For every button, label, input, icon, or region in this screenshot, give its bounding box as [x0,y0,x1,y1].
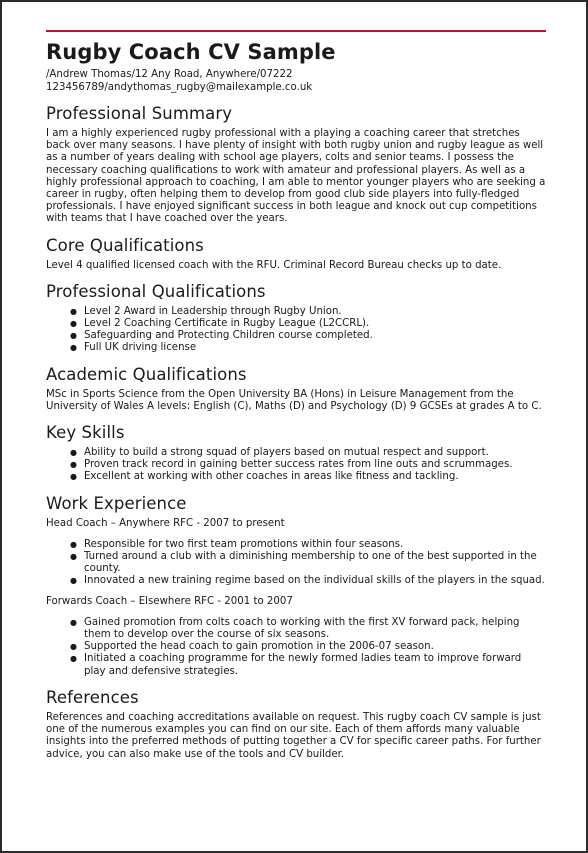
list-item: ● Level 2 Coaching Certificate in Rugby League (L2CCRL). [84,318,546,330]
section-heading-skills: Key Skills [46,423,125,443]
contact-details [46,69,546,94]
core-text: Level 4 qualified licensed coach with the RFU. Criminal Record Bureau checks up to date. [46,259,502,271]
job-duties-list [46,617,546,678]
list-item: ● Gained promotion from colts coach to working with the first XV forward pack, helping them to develop over the course of six seasons. [84,617,546,641]
list-item: ● Level 2 Award in Leadership through Rugby Union. [84,306,546,318]
academic-text: MSc in Sports Science from the Open University BA (Hons) in Leisure Management from the University of Wales A levels: English (C), Maths (D) and Psychology (D) 9 GCSEs at grades A to C. [46,388,542,412]
job-title: Forwards Coach – Elsewhere RFC - 2001 to 2007 [46,595,293,607]
list-item: ● Full UK driving license [84,342,546,354]
cv-content [46,40,546,761]
header-rule [46,30,546,32]
list-item: ● Turned around a club with a diminishing membership to one of the best supported in the county. [84,551,546,575]
references-text: References and coaching accreditations available on request. This rugby coach CV sample is just one of the numerous examples you can find on our site. Each of them affords many valuable insights into the preferred methods of putting together a CV for specific career paths. For further advice, you can also make use of the tools and CV builder. [46,711,541,760]
professional-list [46,306,546,355]
list-item: ● Innovated a new training regime based on the individual skills of the players in the squad. [84,575,546,587]
section-heading-references: References [46,687,139,707]
job-duties-list [46,539,546,588]
section-heading-work: Work Experience [46,493,187,513]
list-item: ● Initiated a coaching programme for the newly formed ladies team to improve forward play and defensive strategies. [84,653,546,677]
skills-list [46,447,546,484]
job-entry [46,518,546,588]
section-heading-summary: Professional Summary [46,104,233,123]
list-item: ● Ability to build a strong squad of players based on mutual respect and support. [84,447,546,459]
list-item: ● Proven track record in gaining better success rates from line outs and scrummages. [84,459,546,471]
job-entry [46,596,546,678]
list-item: ● Supported the head coach to gain promotion in the 2006-07 season. [84,641,546,653]
contact-line: 123456789/andythomas_rugby@mailexample.co.uk [46,81,313,93]
section-heading-core: Core Qualifications [46,235,204,255]
list-item: ● Excellent at working with other coaches in areas like fitness and tackling. [84,471,546,483]
page-title: Rugby Coach CV Sample [46,40,336,64]
section-heading-academic: Academic Qualifications [46,364,247,384]
list-item: ● Safeguarding and Protecting Children course completed. [84,330,546,342]
summary-text: I am a highly experienced rugby professional with a playing a coaching career that stretches back over many seasons. I have plenty of insight with both rugby union and rugby league as well as a number of years dealing with school age players, colts and senior teams. I possess the necessary coaching qualifications to work with amateur and professional players. As well as a highly professional approach to coaching, I am able to mentor younger players who are seeking a career in rugby, often helping them to develop from good club side players into fully-fledged professionals. I have enjoyed significant success in both league and knock out cup competitions with teams that I have coached over the years. [46,128,546,225]
section-heading-professional: Professional Qualifications [46,281,266,301]
contact-line: /Andrew Thomas/12 Any Road, Anywhere/07222 [46,69,293,80]
job-title: Head Coach – Anywhere RFC - 2007 to present [46,517,285,529]
list-item: ● Responsible for two first team promotions within four seasons. [84,539,546,551]
